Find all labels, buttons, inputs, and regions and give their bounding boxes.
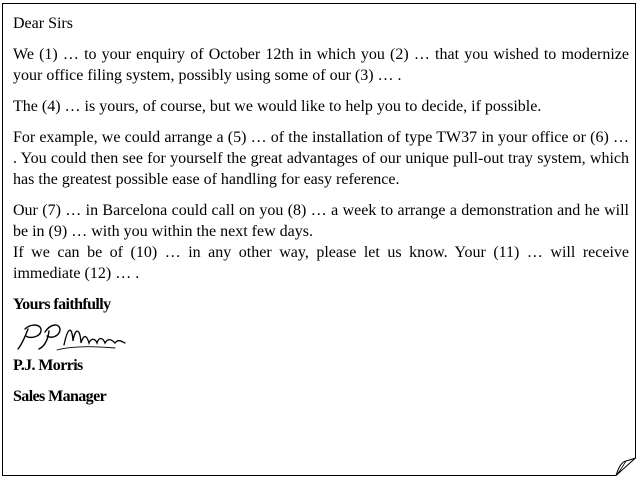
signer-title: Sales Manager (13, 388, 107, 405)
salutation: Dear Sirs (13, 15, 73, 32)
paragraph-choice: The (4) … is yours, of course, but we would like to help you to decide, if possible. (13, 98, 542, 115)
signer-name: P.J. Morris (13, 357, 83, 374)
closing-phrase: Yours faithfully (13, 296, 111, 313)
paragraph-example: For example, we could arrange a (5) … of the installation of type TW37 in your office or (6) … . You could then see for yourself the great advantages of our unique pull-out tray system, which has the greatest possible ease of handling for easy reference. (13, 129, 629, 188)
paragraph-enquiry: We (1) … to your enquiry of October 12th in which you (2) … that you wished to modernize your office filing system, possibly using some of our (3) … . (13, 46, 629, 84)
assistance-text: If we can be of (10) … in any other way, please let us know. Your (11) … will receive immediate (12) … . (13, 244, 629, 282)
representative-text: Our (7) … in Barcelona could call on you (8) … a week to arrange a demonstration and he will be in (9) … with you within the next few days. (13, 202, 629, 240)
letter-body (13, 13, 629, 407)
paragraph-representative (13, 200, 629, 284)
signature-graphic (17, 321, 127, 355)
handwritten-signature (17, 321, 629, 355)
letter-page (2, 3, 636, 476)
